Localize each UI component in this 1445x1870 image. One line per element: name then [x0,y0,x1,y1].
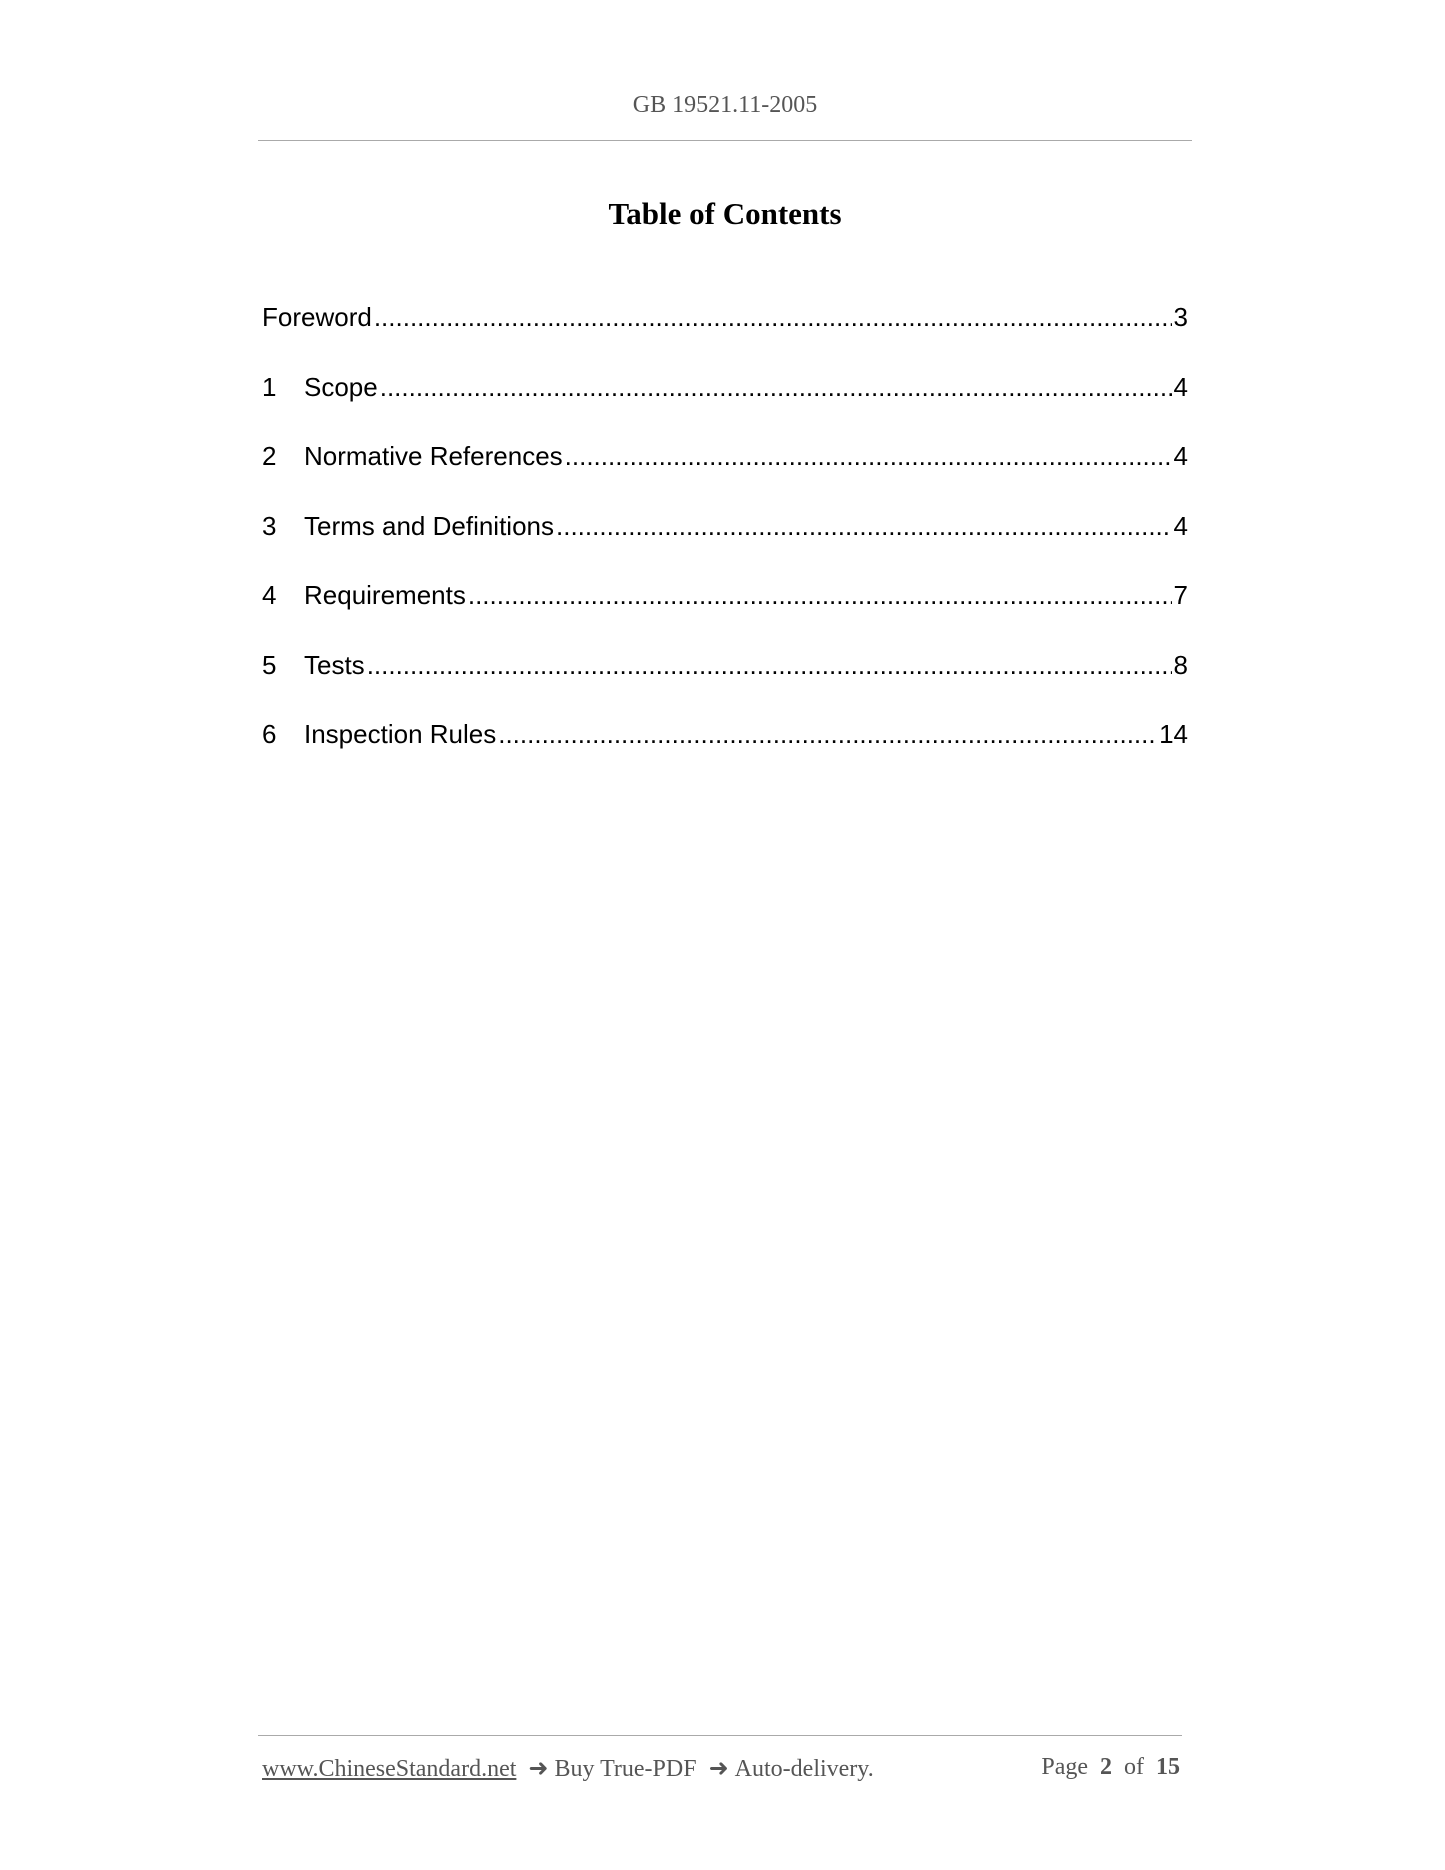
toc-entry-scope[interactable] [262,372,1188,442]
website-link[interactable]: www.ChineseStandard.net [262,1756,517,1782]
footer-promo [262,1754,874,1783]
toc-entry-label: Requirements [304,580,466,610]
toc-entry-foreword[interactable] [262,302,1188,372]
toc-entry-page: 7 [1173,580,1188,610]
toc-entry-number: 5 [262,649,277,680]
total-pages: 15 [1156,1754,1180,1780]
toc-entry-inspection-rules[interactable] [262,719,1188,789]
toc-entry-number: 3 [262,510,277,541]
arrow-right-icon: ➜ [528,1756,549,1782]
toc-entry-page: 14 [1159,719,1188,749]
toc-entry-terms-and-definitions[interactable] [262,511,1188,581]
toc-entry-label: Foreword [262,302,372,332]
toc-entry-label: Normative References [304,441,563,471]
toc-entry-requirements[interactable] [262,580,1188,650]
toc-entry-normative-references[interactable] [262,441,1188,511]
toc-entry-number: 2 [262,441,277,471]
footer-step-delivery: Auto-delivery. [734,1756,874,1782]
toc-entry-page: 4 [1173,371,1188,402]
toc-entry-number: 4 [262,580,277,610]
page-word: Page [1041,1754,1088,1780]
toc-entry-label: Terms and Definitions [304,510,554,541]
toc-entry-label: Tests [304,649,365,680]
toc-leader-dots [556,511,1172,542]
footer-step-buy: Buy True-PDF [554,1756,697,1782]
toc-entry-number: 6 [262,719,277,749]
toc-entry-tests[interactable] [262,650,1188,720]
arrow-right-icon: ➜ [708,1756,729,1782]
toc-leader-dots [367,650,1172,681]
toc-entry-label: Scope [304,371,378,402]
toc-leader-dots [468,580,1172,611]
footer-divider [258,1735,1182,1736]
toc-entry-number: 1 [262,371,277,402]
page-title: Table of Contents [608,196,842,231]
of-word: of [1124,1754,1144,1780]
page-number [1041,1754,1180,1781]
toc-leader-dots [374,302,1172,333]
header-divider [258,140,1192,141]
page-header: GB 19521.11-2005 [632,92,818,118]
toc-entry-page: 3 [1173,302,1188,332]
current-page: 2 [1100,1754,1112,1780]
toc-leader-dots [498,719,1157,750]
toc-leader-dots [565,441,1172,472]
toc-entry-label: Inspection Rules [304,719,497,749]
toc-entry-page: 8 [1173,649,1188,680]
toc-leader-dots [380,372,1172,403]
toc-entry-page: 4 [1173,510,1188,541]
table-of-contents [262,302,1188,789]
toc-entry-page: 4 [1173,441,1188,471]
